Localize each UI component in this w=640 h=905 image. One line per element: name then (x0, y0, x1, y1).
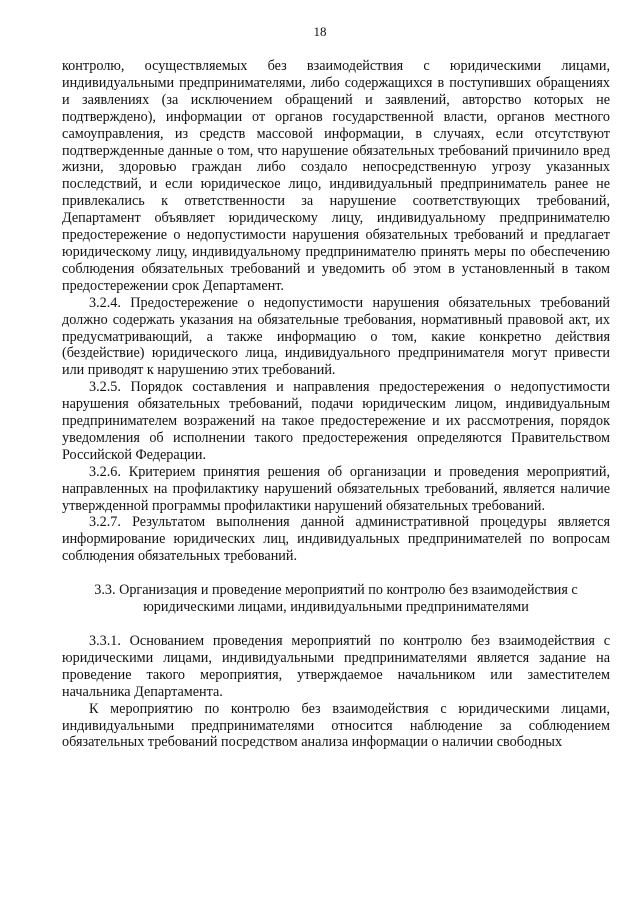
paragraph-3-2-4: 3.2.4. Предостережение о недопустимости нарушения обязательных требований должно содержать указания на обязательные требования, нормативный правовой акт, их предусматривающий, а также информацию о том, какие конкретно действия (бездействие) юридического лица, индивидуального предпринимателя могут привести или приводят к нарушению этих требований. (62, 294, 610, 379)
paragraph-observation: К мероприятию по контролю без взаимодействия с юридическими лицами, индивидуальными предпринимателями относится наблюдение за соблюдением обязательных требований посредством анализа информации о наличии свободных (62, 700, 610, 751)
section-heading-3-3: 3.3. Организация и проведение мероприятий по контролю без взаимодействия с юридическими лицами, индивидуальными предпринимателями (94, 582, 578, 616)
paragraph-3-2-6: 3.2.6. Критерием принятия решения об организации и проведения мероприятий, направленных на профилактику нарушений обязательных требований, является наличие утвержденной программы профилактики нарушений обязательных требований. (62, 463, 610, 514)
paragraph-continuation: контролю, осуществляемых без взаимодействия с юридическими лицами, индивидуальными предпринимателями, либо содержащихся в поступивших обращениях и заявлениях (за исключением обращений и заявлений, авторство которых не подтверждено), информации от органов государственной власти, органов местного самоуправления, из средств массовой информации, в случаях, если отсутствуют подтвержденные данные о том, что нарушение обязательных требований причинило вред жизни, здоровью граждан либо создало непосредственную угрозу указанных последствий, и если юридическое лицо, индивидуальный предприниматель ранее не привлекались к ответственности за нарушение соответствующих требований, Департамент объявляет юридическому лицу, индивидуальному предпринимателю предостережение о недопустимости нарушения обязательных требований и предлагает юридическому лицу, индивидуальному предпринимателю принять меры по обеспечению соблюдения обязательных требований и уведомить об этом в установленный в таком предостережении срок Департамент. (62, 58, 610, 294)
document-body (62, 58, 610, 751)
paragraph-3-2-7: 3.2.7. Результатом выполнения данной административной процедуры является информирование юридических лиц, индивидуальных предпринимателей по вопросам соблюдения обязательных требований. (62, 514, 610, 565)
paragraph-3-2-5: 3.2.5. Порядок составления и направления предостережения о недопустимости нарушения обязательных требований, подачи юридическим лицом, индивидуальным предпринимателем возражений на такое предостережение и их рассмотрения, порядок уведомления об исполнении такого предостережения определяются Правительством Российской Федерации. (62, 379, 610, 463)
page-number: 18 (313, 24, 327, 39)
paragraph-3-3-1: 3.3.1. Основанием проведения мероприятий по контролю без взаимодействия с юридическими лицами, индивидуальными предпринимателями является задание на проведение такого мероприятия, утверждаемое начальником или заместителем начальника Департамента. (62, 633, 610, 700)
